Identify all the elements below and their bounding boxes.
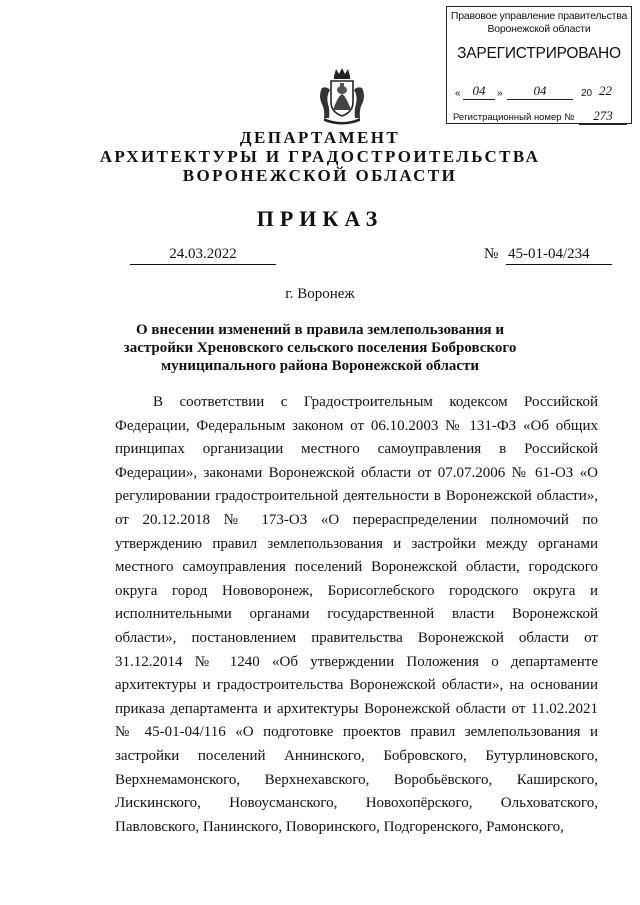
order-number: 45-01-04/234 bbox=[506, 246, 612, 265]
department-line3: ВОРОНЕЖСКОЙ ОБЛАСТИ bbox=[182, 166, 458, 185]
stamp-month: 04 bbox=[507, 83, 573, 100]
order-subject: О внесении изменений в правила землепользования и застройки Хреновского сельского поселения Бобровского муниципального района Воронежской области bbox=[123, 322, 517, 374]
stamp-org-line1: Правовое управление правительства bbox=[450, 10, 628, 22]
stamp-quote-open: « bbox=[455, 88, 461, 99]
order-city: г. Воронеж bbox=[285, 286, 355, 302]
stamp-date bbox=[453, 83, 629, 103]
stamp-organization bbox=[447, 10, 631, 36]
stamp-registered-label: ЗАРЕГИСТРИРОВАНО bbox=[457, 45, 621, 62]
registration-stamp bbox=[446, 6, 632, 124]
stamp-quote-close: » bbox=[497, 88, 503, 99]
voronezh-coat-of-arms-icon bbox=[316, 66, 368, 126]
order-number-sign: № bbox=[484, 246, 499, 262]
stamp-reg-number-label: Регистрационный номер № bbox=[453, 112, 575, 123]
department-heading bbox=[0, 128, 640, 185]
stamp-year-prefix: 20 bbox=[581, 88, 593, 99]
department-line1: ДЕПАРТАМЕНТ bbox=[239, 128, 401, 147]
stamp-reg-number bbox=[453, 108, 627, 125]
stamp-reg-number-value: 273 bbox=[579, 108, 627, 125]
stamp-day: 04 bbox=[463, 83, 495, 100]
order-body-paragraph: В соответствии с Градостроительным кодексом Российской Федерации, Федеральным законом от 06.10.2003 № 131-ФЗ «Об общих принципах организации местного самоуправления в Российской Федерации», законами Воронежской области от 07.07.2006 № 61-ОЗ «О регулировании градостроительной деятельности в Воронежской области», от 20.12.2018 № 173-ОЗ «О перераспределении полномочий по утверждению правил землепользования и застройки между органами местного самоуправления поселений Воронежской области, городского округа город Нововоронеж, Борисоглебского городского округа и исполнительными органами государственной власти Воронежской области», постановлением правительства Воронежской области от 31.12.2014 № 1240 «Об утверждении Положения о департаменте архитектуры и градостроительства Воронежской области», на основании приказа департамента и архитектуры Воронежской области от 11.02.2021 № 45-01-04/116 «О подготовке проектов правил землепользования и застройки поселений Аннинского, Бобровского, Бутурлиновского, Верхнемамонского, Верхнехавского, Воробьёвского, Каширского, Лискинского, Новоусманского, Новохопёрского, Ольховатского, Павловского, Панинского, Поворинского, Подгоренского, Рамонского, bbox=[115, 394, 598, 835]
order-title: ПРИКАЗ bbox=[256, 206, 384, 231]
department-line2: АРХИТЕКТУРЫ И ГРАДОСТРОИТЕЛЬСТВА bbox=[99, 147, 541, 166]
stamp-org-line2: Воронежской области bbox=[487, 23, 591, 35]
order-date: 24.03.2022 bbox=[130, 246, 276, 265]
stamp-year-suffix: 22 bbox=[599, 83, 612, 98]
